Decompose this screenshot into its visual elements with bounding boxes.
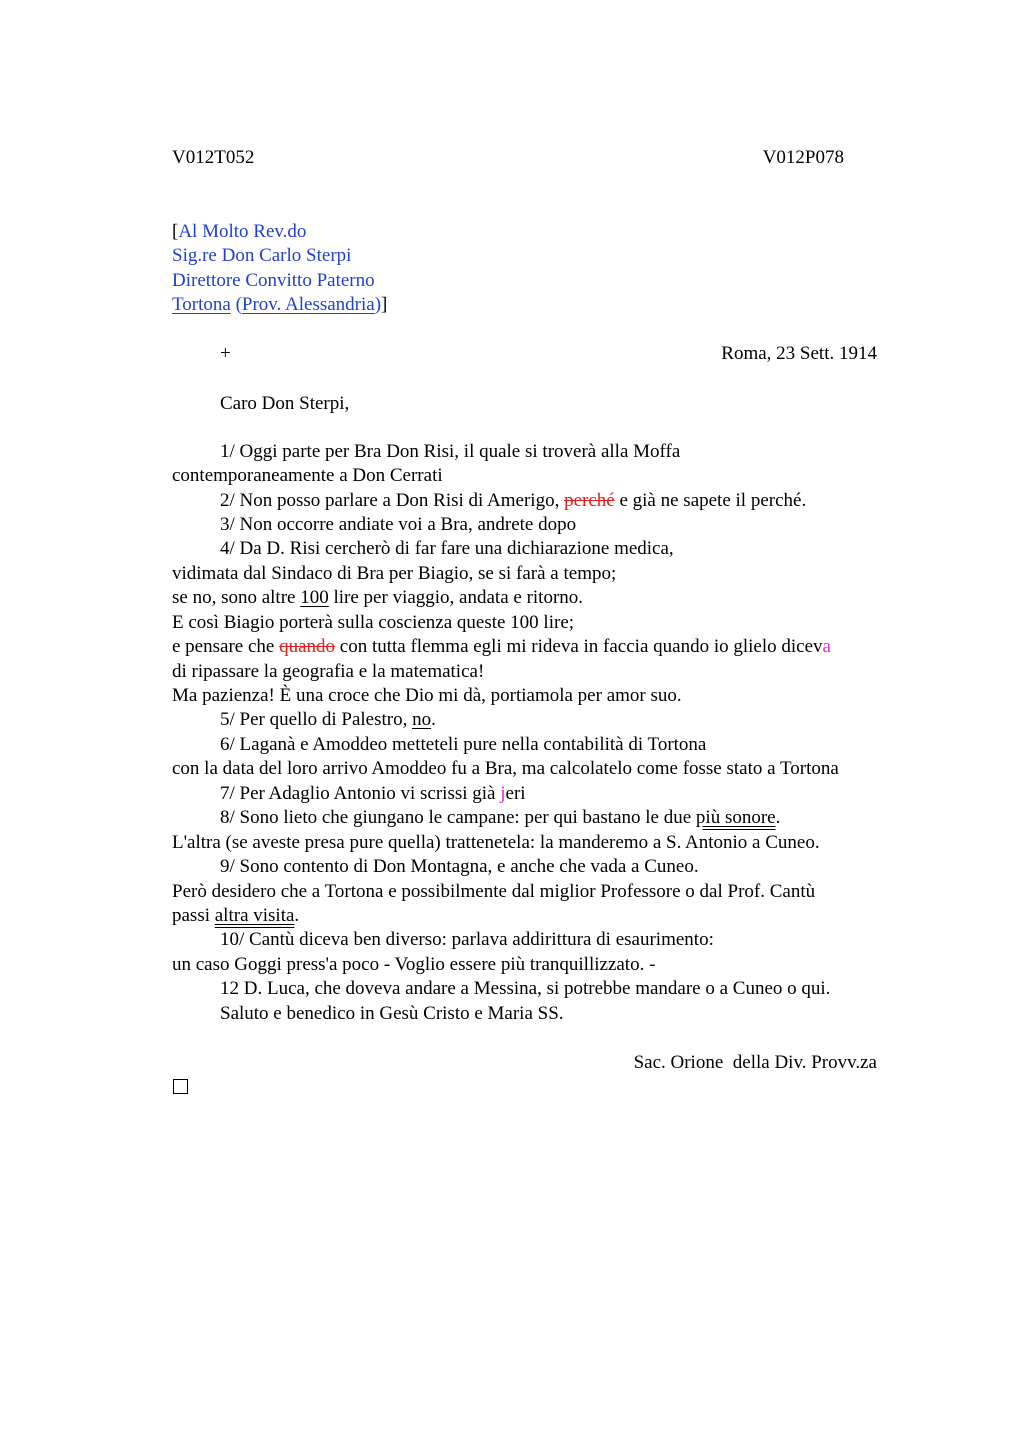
- salutation: Caro Don Sterpi,: [220, 393, 350, 414]
- paragraph-4g: Ma pazienza! È una croce che Dio mi dà, portiamola per amor suo.: [172, 685, 682, 706]
- paragraph-9b: Però desidero che a Tortona e possibilmente dal miglior Professore o dal Prof. Cantù: [172, 881, 816, 902]
- signature: Sac. Orione della Div. Provv.za: [633, 1052, 877, 1073]
- paragraph-2-start: 2/ Non posso parlare a Don Risi di Amerigo,: [220, 490, 565, 511]
- underlined-amount: 100: [300, 587, 329, 608]
- archive-code-left: V012T052: [172, 147, 255, 168]
- archive-code-right: V012P078: [762, 147, 844, 168]
- paragraph-5-end: .: [431, 709, 436, 730]
- address-line-2: Sig.re Don Carlo Sterpi: [172, 245, 352, 266]
- paragraph-9c: [172, 905, 299, 927]
- address-line-4: [172, 294, 387, 316]
- paragraph-1b: contemporaneamente a Don Cerrati: [172, 465, 443, 486]
- paragraph-7-start: 7/ Per Adaglio Antonio vi scrissi già: [220, 783, 501, 804]
- paragraph-6b: con la data del loro arrivo Amoddeo fu a Bra, ma calcolatelo come fosse stato a Tortona: [172, 758, 839, 779]
- paragraph-8a: [220, 807, 780, 829]
- address-paren-close: ): [374, 294, 382, 315]
- double-underlined-phrase: altra visita: [214, 905, 295, 926]
- double-underlined-phrase: più sonore: [695, 807, 776, 828]
- paragraph-2: [220, 490, 806, 512]
- address-paren-open: (: [235, 294, 242, 315]
- paragraph-4a: 4/ Da D. Risi cercherò di far fare una dichiarazione medica,: [220, 538, 674, 559]
- place-date: Roma, 23 Sett. 1914: [721, 343, 877, 364]
- paragraph-2-end: e già ne sapete il perché.: [614, 490, 807, 511]
- address-bracket-close: ]: [381, 294, 388, 315]
- paragraph-10b: un caso Goggi press'a poco - Voglio essere più tranquillizzato. -: [172, 954, 656, 975]
- paragraph-3: 3/ Non occorre andiate voi a Bra, andrete dopo: [220, 514, 577, 535]
- cross-symbol: +: [220, 343, 231, 364]
- paragraph-4c-end: lire per viaggio, andata e ritorno.: [328, 587, 584, 608]
- closing-greeting: Saluto e benedico in Gesù Cristo e Maria SS.: [220, 1003, 564, 1024]
- paragraph-5-start: 5/ Per quello di Palestro,: [220, 709, 413, 730]
- paragraph-9c-end: .: [294, 905, 300, 926]
- paragraph-8b: L'altra (se aveste presa pure quella) trattenetela: la manderemo a S. Antonio a Cuneo.: [172, 832, 820, 853]
- paragraph-4e: [172, 636, 831, 658]
- paragraph-4f: di ripassare la geografia e la matematica!: [172, 661, 485, 682]
- paragraph-7-end: eri: [505, 783, 526, 804]
- paragraph-4d: E così Biagio porterà sulla coscienza queste 100 lire;: [172, 612, 575, 633]
- paragraph-6a: 6/ Laganà e Amoddeo metteteli pure nella contabilità di Tortona: [220, 734, 707, 755]
- address-city: Tortona: [172, 294, 231, 315]
- paragraph-8a-end: .: [775, 807, 781, 828]
- paragraph-9a: 9/ Sono contento di Don Montagna, e anche che vada a Cuneo.: [220, 856, 699, 877]
- paragraph-8a-start: 8/ Sono lieto che giungano le campane: per qui bastano le due: [220, 807, 696, 828]
- struck-word: quando: [279, 636, 336, 657]
- paragraph-9c-start: passi: [172, 905, 215, 926]
- address-title: Al Molto Rev.do: [178, 221, 307, 242]
- paragraph-4b: vidimata dal Sindaco di Bra per Biagio, se si farà a tempo;: [172, 563, 617, 584]
- struck-word: perché: [564, 490, 615, 511]
- paragraph-4e-start: e pensare che: [172, 636, 280, 657]
- underlined-word: no: [412, 709, 432, 730]
- paragraph-1a: 1/ Oggi parte per Bra Don Risi, il quale si troverà alla Moffa: [220, 441, 681, 462]
- checkbox-square-icon: [173, 1079, 188, 1094]
- paragraph-4c: [172, 587, 583, 609]
- address-line-1: [172, 221, 306, 243]
- paragraph-10a: 10/ Cantù diceva ben diverso: parlava addirittura di esaurimento:: [220, 929, 714, 950]
- paragraph-12: 12 D. Luca, che doveva andare a Messina, si potrebbe mandare o a Cuneo o qui.: [220, 978, 831, 999]
- paragraph-4c-start: se no, sono altre: [172, 587, 301, 608]
- inserted-letter: a: [822, 636, 831, 657]
- paragraph-5: [220, 709, 436, 731]
- inserted-letter: j: [500, 783, 506, 804]
- address-province: Prov. Alessandria: [241, 294, 375, 315]
- address-line-3: Direttore Convitto Paterno: [172, 270, 375, 291]
- paragraph-4e-middle: con tutta flemma egli mi rideva in faccia quando io glielo dicev: [335, 636, 823, 657]
- paragraph-7: [220, 783, 526, 805]
- address-bracket-open: [: [172, 221, 179, 242]
